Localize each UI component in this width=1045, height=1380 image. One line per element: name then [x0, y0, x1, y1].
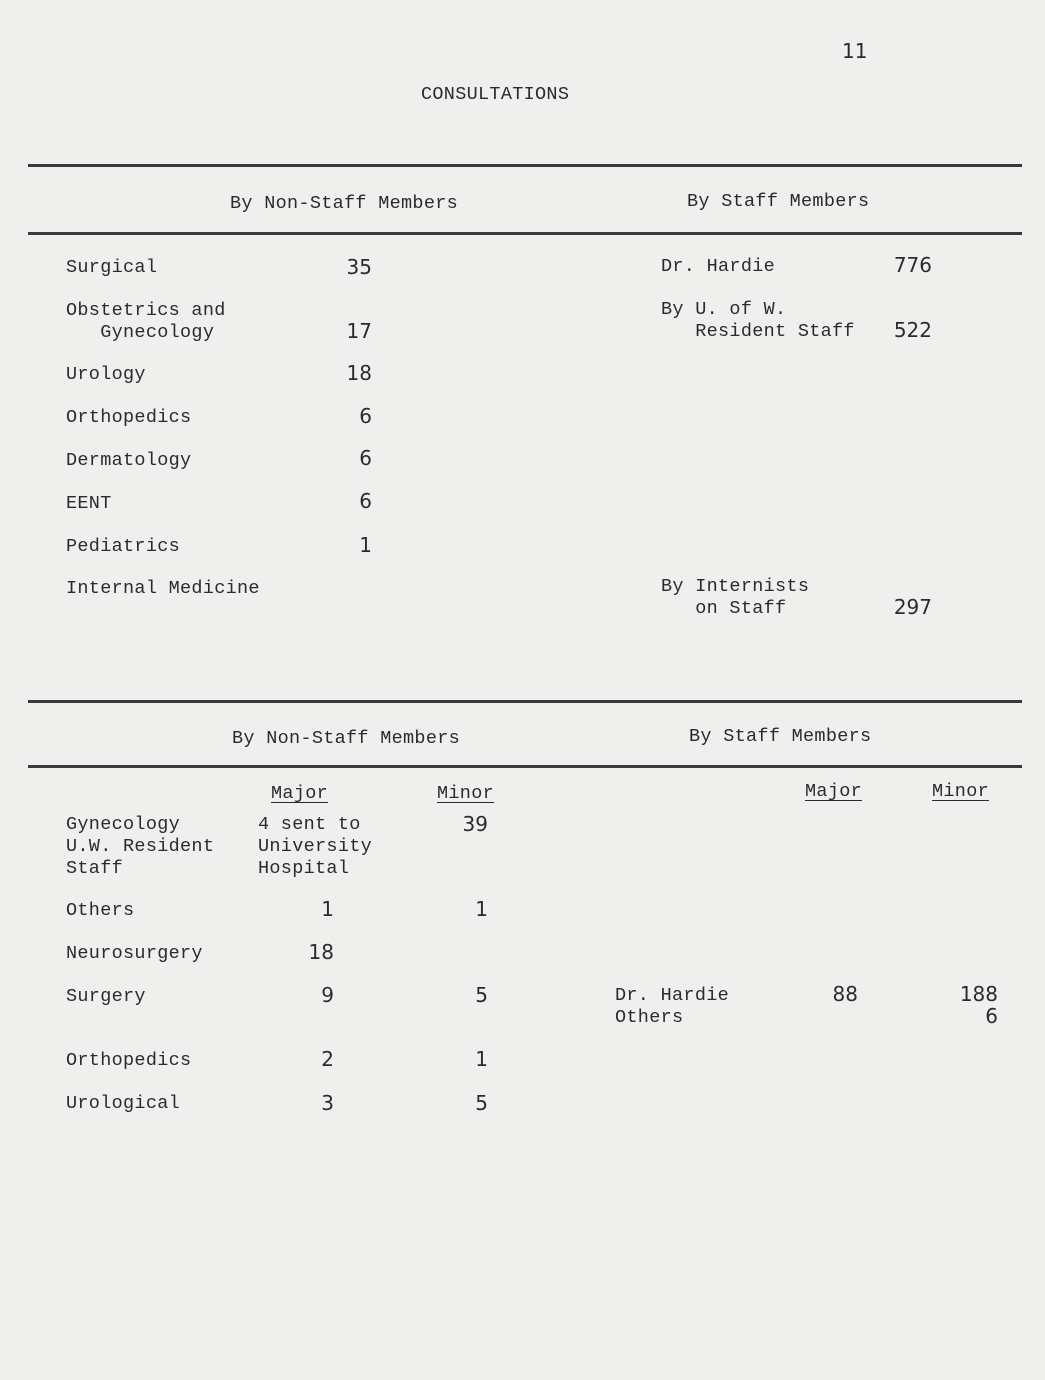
list-item-label: Dermatology — [66, 450, 192, 471]
list-item-value: 6 — [359, 404, 372, 428]
row-major: 4 sent to University Hospital — [258, 814, 373, 879]
list-item-value: 1 — [359, 533, 372, 557]
list-item-value: 18 — [346, 361, 372, 385]
section2-top-rule — [28, 700, 1022, 703]
row-label: Urological — [66, 1093, 181, 1114]
list-item-label: Surgical — [66, 257, 158, 278]
row-minor: 5 — [475, 1091, 488, 1115]
list-item-value: 522 — [893, 318, 932, 342]
nonstaff-major-header: Major — [271, 783, 329, 804]
row-label: Dr. Hardie Others — [615, 985, 730, 1028]
row-minor: 188 6 — [959, 982, 998, 1028]
page-number: 11 — [842, 39, 868, 63]
row-major: 2 — [321, 1047, 334, 1071]
row-minor: 5 — [475, 983, 488, 1007]
staff-minor-header: Minor — [932, 781, 990, 802]
list-item-value: 776 — [893, 253, 932, 277]
list-item-label: Internal Medicine — [66, 578, 260, 599]
row-minor: 39 — [462, 812, 488, 836]
section2-header-rule — [28, 765, 1022, 768]
list-item-label: Urology — [66, 364, 146, 385]
list-item-label: By U. of W. Resident Staff — [661, 299, 855, 342]
row-major: 88 — [832, 982, 858, 1006]
staff-major-header: Major — [805, 781, 863, 802]
list-item-label: Pediatrics — [66, 536, 181, 557]
section1-staff-header: By Staff Members — [687, 191, 870, 212]
row-label: Surgery — [66, 986, 146, 1007]
row-major: 9 — [321, 983, 334, 1007]
row-minor: 1 — [475, 1047, 488, 1071]
section1-nonstaff-header: By Non-Staff Members — [230, 193, 459, 214]
list-item-label: Obstetrics and Gynecology — [66, 300, 226, 343]
list-item-value: 17 — [346, 319, 372, 343]
list-item-label: By Internists on Staff — [661, 576, 810, 619]
list-item-value: 297 — [893, 595, 932, 619]
list-item-label: Orthopedics — [66, 407, 192, 428]
row-major: 1 — [321, 897, 334, 921]
row-label: Gynecology U.W. Resident Staff — [66, 814, 215, 879]
list-item-value: 6 — [359, 489, 372, 513]
nonstaff-minor-header: Minor — [437, 783, 495, 804]
section1-header-rule — [28, 232, 1022, 235]
page-title: CONSULTATIONS — [421, 84, 570, 105]
list-item-value: 35 — [346, 255, 372, 279]
section1-top-rule — [28, 164, 1022, 167]
row-major: 3 — [321, 1091, 334, 1115]
row-major: 18 — [308, 940, 334, 964]
section2-staff-header: By Staff Members — [689, 726, 872, 747]
list-item-label: EENT — [66, 493, 112, 514]
row-minor: 1 — [475, 897, 488, 921]
row-label: Orthopedics — [66, 1050, 192, 1071]
list-item-label: Dr. Hardie — [661, 256, 776, 277]
row-label: Others — [66, 900, 135, 921]
row-label: Neurosurgery — [66, 943, 203, 964]
section2-nonstaff-header: By Non-Staff Members — [232, 728, 461, 749]
list-item-value: 6 — [359, 446, 372, 470]
